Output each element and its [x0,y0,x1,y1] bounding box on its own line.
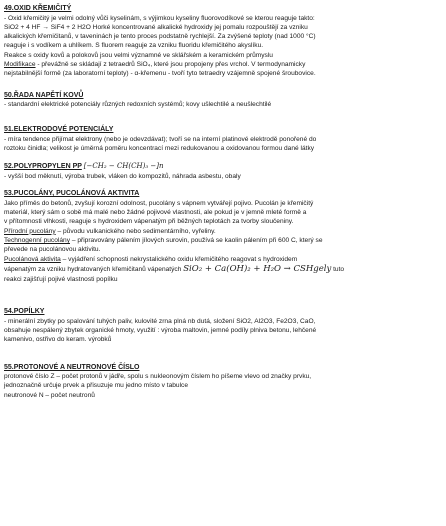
technogenni-pucolany-text: – připravovány pálením jílových surovin, používá se kaolin pálením při 600 C, který se [70,236,323,244]
section-49-line-1: - Oxid křemičitý je velmi odolný vůči kyselinám, s výjimkou kyseliny fluorovodíkové se kterou reaguje takto: [4,14,315,22]
section-50-line-1: - standardní elektrické potenciály různých redoxních systémů; kovy ušlechtilé a neušlechtilé [4,101,272,109]
section-53-technogenni-2: převede na pucolánovou aktivitu. [4,246,101,254]
prirodni-pucolany-label: Přírodní pucolány [4,227,56,235]
section-55-line-1: protonové číslo Z – počet protonů v jádře, spolu s nukleonovým číslem ho píšeme vlevo od značky prvku, [4,373,312,381]
section-49-modifikace-line-1 [4,60,440,69]
modifikace-text: - převážně se skládají z tetraedrů SiO₄, které jsou propojeny přes vrchol. V termodynamicky [35,60,306,68]
section-49-line-4: reaguje i s vodíkem a uhlíkem. S fluorem reaguje za vzniku fluoridu křemičitého akyslíku. [4,42,264,50]
section-53-line-3: v přítomnosti vlhkosti, reaguje s hydroxidem vápenatým při běžných teplotách za tvorby sloučeniny. [4,218,294,226]
section-49-line-5: Reakce s oxidy kovů a polokovů jsou velmi významné ve sklářském a keramickém průmyslu [4,51,273,59]
section-55-line-3: neutronové N – počet neutronů [4,391,95,399]
section-53-line-2: materiál, který sám o sobě má malé nebo žádné pojivové vlastnosti, ale pokud je v jemně mleté formě a [4,209,307,217]
section-53-aktivita-1 [4,255,440,264]
section-49-title: 49.OXID KŘEMIČITÝ [4,5,72,12]
section-50-title: 50.ŘADA NAPĚTÍ KOVŮ [4,91,84,99]
section-54 [4,307,440,344]
section-51-title: 51.ELEKTRODOVÉ POTENCIÁLY [4,126,114,134]
section-49-line-2: SiO2 + 4 HF → SiF4 + 2 H2O Horké koncentrované alkalické hydroxidy jej pomalu rozpouštějí za vzniku [4,23,308,31]
section-53-prirodni [4,227,440,236]
section-54-title: 54.POPÍLKY [4,308,45,316]
section-51 [4,125,440,153]
section-53-line-1: Jako příměs do betonů, zvyšují korozní odolnost, pucolány s vápnem vytvářejí pojivo. Pucolán je křemičitý [4,199,314,207]
section-55-title: 55.PROTONOVÉ A NEUTRONOVÉ ČÍSLO [4,363,140,371]
pucolanova-aktivita-text-3: tuto [331,265,345,273]
section-51-line-2: roztoku činidla; velikost je úměrná poměru koncentrací mezi redukovanou a oxidovanou formou dané látky [4,145,315,153]
section-53-aktivita-2 [4,264,440,275]
pucolanova-aktivita-text: – vyjádření schopnosti nekrystalického oxidu křemičitého reagovat s hydroxidem [60,255,298,263]
section-50 [4,91,440,110]
modifikace-label: Modifikace [4,60,36,68]
section-55 [4,363,440,400]
section-53-technogenni-1 [4,236,440,245]
pucolanova-aktivita-label: Pucolánová aktivita [4,255,61,263]
section-52-heading [4,162,440,172]
technogenni-pucolany-label: Technogenní pucolány [4,236,70,244]
section-52 [4,162,440,181]
section-53-aktivita-3: reakci zajišťují pojivé vlastnosti popílku [4,275,118,283]
prirodni-pucolany-text: – původu vulkanického nebo sedimentárního, vyřeliny. [55,227,216,235]
section-52-title: 52.POLYPROPYLEN PP [4,163,82,171]
section-49-modifikace-line-2: nejstabilnější formě (za laboratorní teploty) - α-křemenu - tvoří tyto tetraedry vzájemně spojené šroubovice. [4,70,316,78]
section-54-line-2: obsahuje nespálený zbytek organické hmoty, využití : výroba maltovin, jemné podíly plniva betonu, lehčené [4,326,317,334]
section-54-line-3: kamenivo, ostřivo do keram. výrobků [4,336,112,344]
pucolan-reaction-equation: SiO₂ + Ca(OH)₂ + H₂O → CSHgely [183,263,332,274]
section-52-line-1: - vyšší bod měknutí, výroba trubek, vláken do kompozitů, náhrada asbestu, obaly [4,172,241,180]
section-53 [4,189,440,284]
section-54-line-1: - minerální zbytky po spalování tuhých paliv, kulovité zrna plná nb dutá, složení SiO2, Al2O3, Fe2O3, CaO, [4,317,316,325]
pucolanova-aktivita-text-2: vápenatým za vzniku hydratovaných křemičitanů vápenatých [4,265,182,273]
section-53-title: 53.PUCOLÁNY, PUCOLÁNOVÁ AKTIVITA [4,190,140,198]
polypropylene-formula: [−CH₂ − CH(CH)₃ −]n [83,162,164,171]
section-49 [4,4,440,79]
section-51-line-1: - míra tendence přijímat elektrony (nebo je odevzdávat); tvoří se na interní platinové elektrodě ponořené do [4,135,317,143]
section-49-line-3: alkalických křemičitanů, v taveninách je tento proces podstatně rychlejší. Za zvýšené teploty (nad 1000 °C) [4,33,316,41]
section-55-line-2: jednoznačně určuje prvek a přisuzuje mu jedno místo v tabulce [4,382,188,390]
